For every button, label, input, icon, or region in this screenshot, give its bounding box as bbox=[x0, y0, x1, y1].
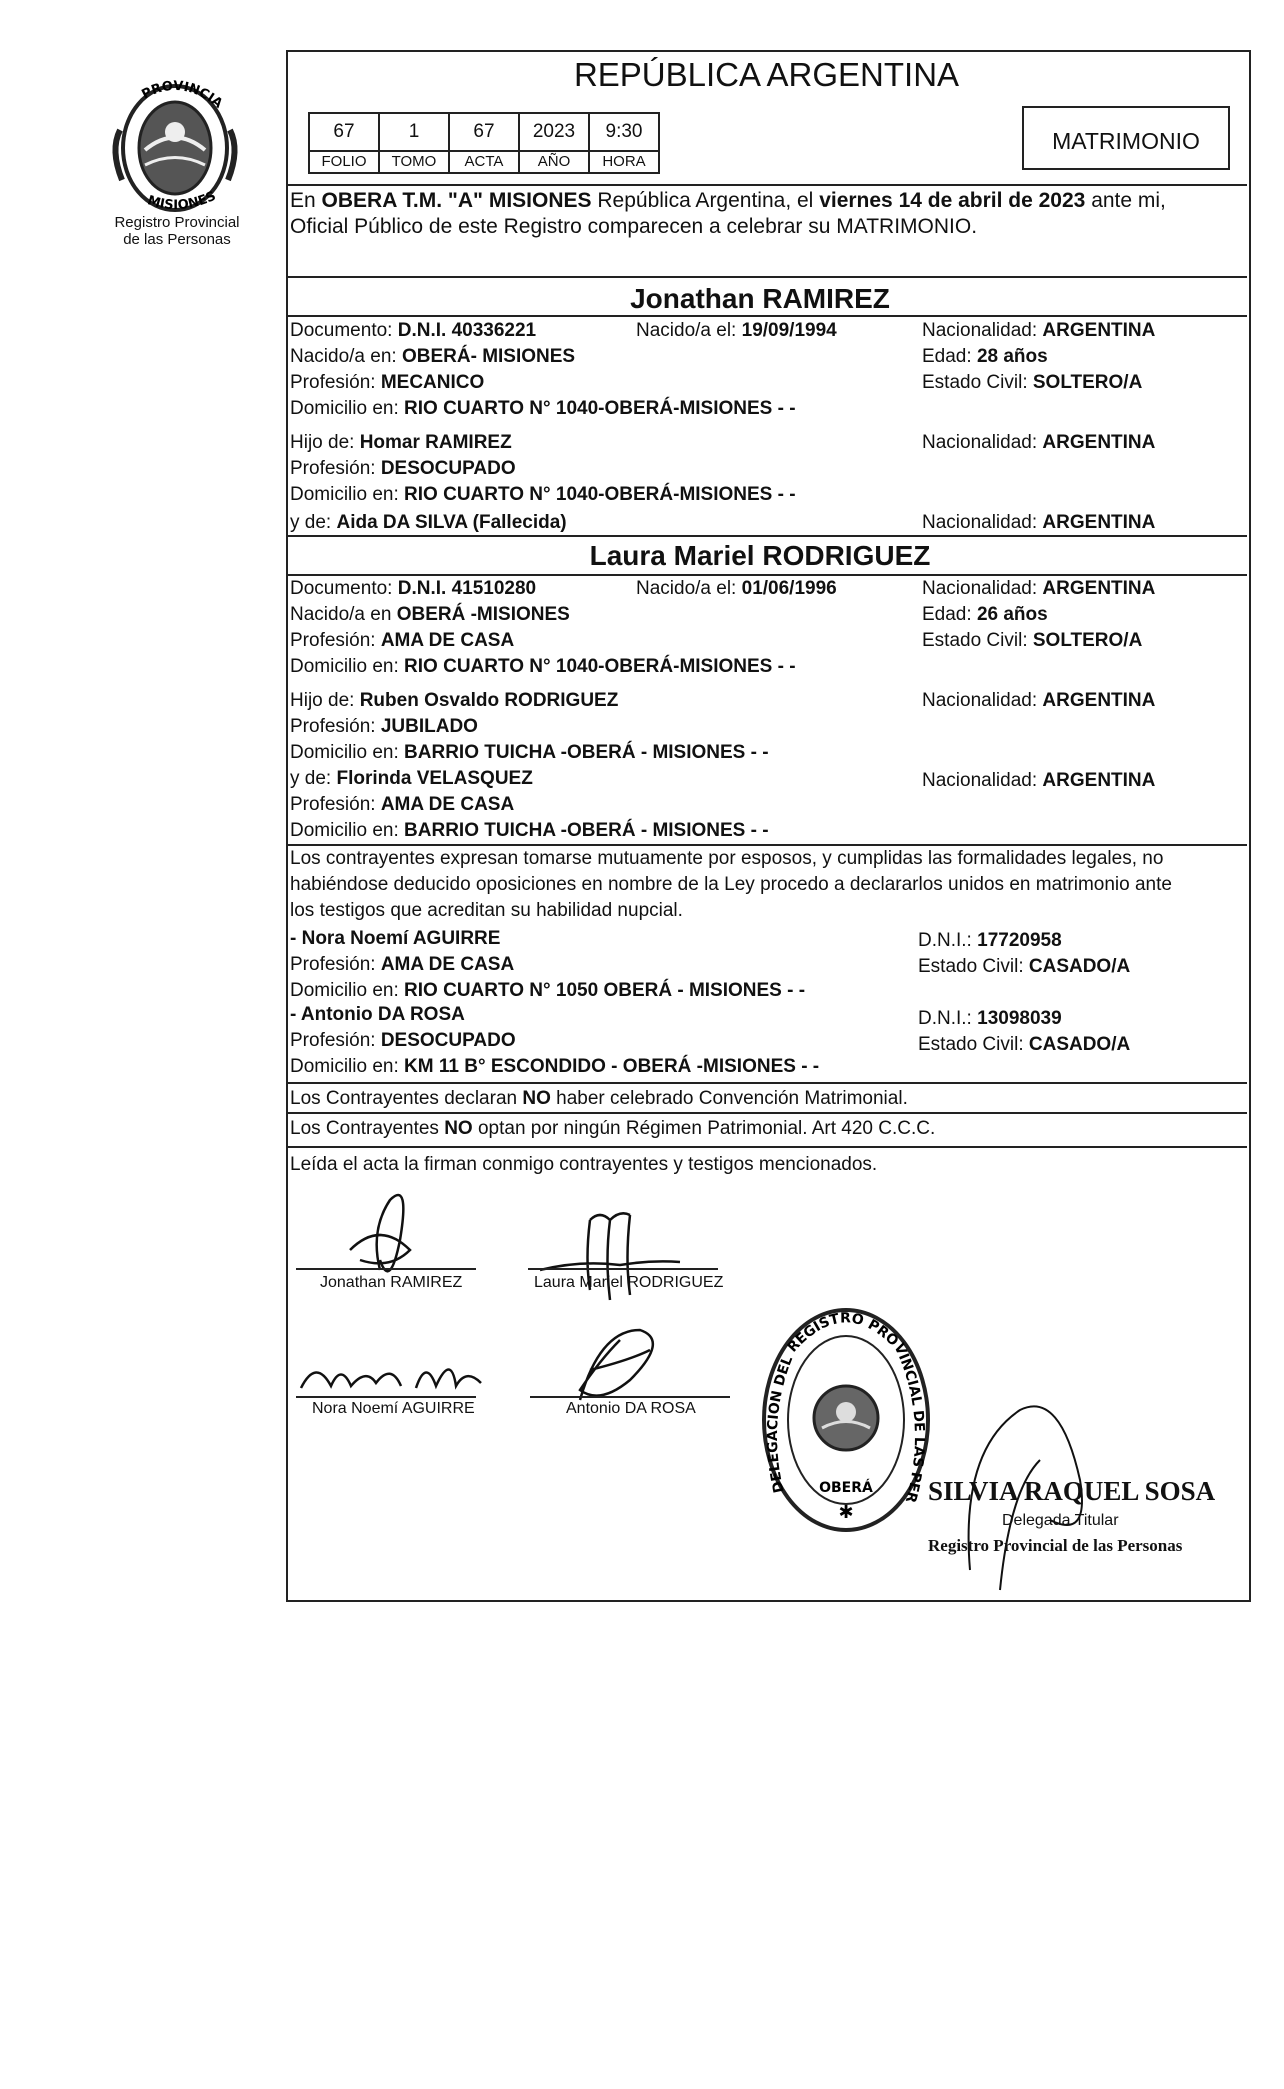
emblem-top-text: PROVINCIA bbox=[139, 78, 226, 112]
bride-prof-label: Profesión: bbox=[290, 630, 381, 651]
bride-doc-label: Documento: bbox=[290, 578, 398, 599]
bride-prof bbox=[290, 630, 514, 652]
witness2-name: - Antonio DA ROSA bbox=[290, 1004, 465, 1025]
bride-nat bbox=[922, 578, 1155, 600]
bride-birth-value: 01/06/1996 bbox=[741, 578, 837, 599]
groom-mother-nat-label: Nacionalidad: bbox=[922, 512, 1043, 533]
intro-place: OBERA T.M. "A" MISIONES bbox=[321, 189, 592, 212]
signature-line-4 bbox=[530, 1396, 730, 1398]
witness2-dni bbox=[918, 1008, 1062, 1030]
convention-line1-b: NO bbox=[522, 1088, 551, 1109]
page-title: REPÚBLICA ARGENTINA bbox=[573, 56, 960, 93]
groom-father-addr-label: Domicilio en: bbox=[290, 484, 405, 505]
groom-father-addr bbox=[290, 484, 796, 506]
groom-father-nat-value: ARGENTINA bbox=[1042, 432, 1156, 453]
groom-father-nat bbox=[922, 432, 1155, 454]
groom-doc-label: Documento: bbox=[290, 320, 398, 341]
groom-name: Jonathan RAMIREZ bbox=[630, 283, 890, 314]
official-title: Delegada Titular bbox=[1002, 1512, 1119, 1529]
groom-father-prof-value: DESOCUPADO bbox=[380, 458, 516, 479]
registry-label-line2: de las Personas bbox=[123, 231, 231, 248]
registry-logo bbox=[100, 70, 250, 220]
groom-prof-value: MECANICO bbox=[380, 372, 485, 393]
bride-father-addr-label: Domicilio en: bbox=[290, 742, 405, 763]
bride-nat-label: Nacionalidad: bbox=[922, 578, 1043, 599]
bride-father-addr-value: BARRIO TUICHA -OBERÁ - MISIONES - - bbox=[404, 742, 769, 763]
convention-line2-a: Los Contrayentes bbox=[290, 1118, 445, 1139]
seal-city: OBERÁ bbox=[819, 1480, 873, 1496]
groom-age-value: 28 años bbox=[976, 346, 1048, 367]
groom-age-label: Edad: bbox=[922, 346, 977, 367]
bride-father-nat bbox=[922, 690, 1155, 712]
witness2-prof-label: Profesión: bbox=[290, 1030, 381, 1051]
witness1-prof bbox=[290, 954, 514, 976]
groom-mother bbox=[290, 512, 567, 534]
bride-doc bbox=[290, 578, 536, 600]
witness1-civil-label: Estado Civil: bbox=[918, 956, 1029, 977]
intro-part1: En bbox=[290, 189, 322, 212]
bride-father-label: Hijo de: bbox=[290, 690, 360, 711]
bride-birth-label: Nacido/a el: bbox=[636, 578, 742, 599]
divider-bride-top bbox=[286, 535, 1247, 537]
tomo-label: TOMO bbox=[378, 150, 450, 174]
signature-line-1 bbox=[296, 1268, 476, 1270]
ano-value: 2023 bbox=[518, 112, 590, 152]
declaration-line1: Los contrayentes expresan tomarse mutuamente por esposos, y cumplidas las formalidades legales, no bbox=[290, 848, 1164, 869]
groom-doc bbox=[290, 320, 536, 342]
divider-closing-top bbox=[286, 1146, 1247, 1148]
acta-value: 67 bbox=[448, 112, 520, 152]
groom-birth-label: Nacido/a el: bbox=[636, 320, 742, 341]
bride-age bbox=[922, 604, 1048, 626]
convention-line1 bbox=[290, 1088, 908, 1110]
bride-born-in-label: Nacido/a en bbox=[290, 604, 397, 625]
witness2-dni-label: D.N.I.: bbox=[918, 1008, 978, 1029]
official-office: Registro Provincial de las Personas bbox=[928, 1536, 1183, 1555]
bride-mother-value: Florinda VELASQUEZ bbox=[336, 768, 533, 789]
witness2-civil-label: Estado Civil: bbox=[918, 1034, 1029, 1055]
groom-prof bbox=[290, 372, 484, 394]
bride-father-prof-value: JUBILADO bbox=[380, 716, 478, 737]
divider-bride-name bbox=[286, 574, 1247, 576]
groom-mother-nat-value: ARGENTINA bbox=[1042, 512, 1156, 533]
bride-mother bbox=[290, 768, 533, 790]
record-table bbox=[308, 112, 668, 174]
bride-prof-value: AMA DE CASA bbox=[380, 630, 515, 651]
groom-addr-label: Domicilio en: bbox=[290, 398, 405, 419]
intro-line1 bbox=[290, 188, 1166, 214]
groom-prof-label: Profesión: bbox=[290, 372, 381, 393]
groom-father bbox=[290, 432, 512, 454]
signature-line-2 bbox=[528, 1268, 718, 1270]
intro-date: viernes 14 de abril de 2023 bbox=[819, 189, 1086, 212]
groom-doc-value: D.N.I. 40336221 bbox=[397, 320, 537, 341]
groom-father-prof bbox=[290, 458, 516, 480]
bride-father-nat-label: Nacionalidad: bbox=[922, 690, 1043, 711]
witness1-prof-label: Profesión: bbox=[290, 954, 381, 975]
svg-text:✱: ✱ bbox=[838, 1502, 854, 1523]
convention-line2-c: optan por ningún Régimen Patrimonial. Art 420 C.C.C. bbox=[472, 1118, 936, 1139]
groom-mother-nat bbox=[922, 512, 1155, 534]
witness2-addr-value: KM 11 B° ESCONDIDO - OBERÁ -MISIONES - - bbox=[404, 1056, 820, 1077]
groom-civil-value: SOLTERO/A bbox=[1032, 372, 1143, 393]
groom-birth bbox=[636, 320, 837, 342]
signature-name-4: Antonio DA ROSA bbox=[566, 1400, 696, 1417]
official-seal bbox=[756, 1300, 936, 1540]
bride-mother-prof-value: AMA DE CASA bbox=[380, 794, 515, 815]
bride-father-value: Ruben Osvaldo RODRIGUEZ bbox=[359, 690, 619, 711]
signature-name-3: Nora Noemí AGUIRRE bbox=[312, 1400, 475, 1417]
groom-mother-label: y de: bbox=[290, 512, 337, 533]
bride-father-nat-value: ARGENTINA bbox=[1042, 690, 1156, 711]
groom-father-label: Hijo de: bbox=[290, 432, 360, 453]
acta-label: ACTA bbox=[448, 150, 520, 174]
bride-mother-addr bbox=[290, 820, 769, 842]
groom-nat-value: ARGENTINA bbox=[1042, 320, 1156, 341]
groom-civil-label: Estado Civil: bbox=[922, 372, 1033, 393]
hora-value: 9:30 bbox=[588, 112, 660, 152]
seal-ring-text: DELEGACION DEL REGISTRO PROVINCIAL DE LAS PER bbox=[765, 1310, 928, 1505]
witness1-civil bbox=[918, 956, 1130, 978]
declaration-line2: habiéndose deducido oposiciones en nombre de la Ley procedo a declararlos unidos en matrimonio ante bbox=[290, 874, 1172, 895]
witness2-civil bbox=[918, 1034, 1130, 1056]
signature-line-3 bbox=[296, 1396, 476, 1398]
groom-birth-value: 19/09/1994 bbox=[741, 320, 837, 341]
witness2-civil-value: CASADO/A bbox=[1028, 1034, 1131, 1055]
bride-age-label: Edad: bbox=[922, 604, 977, 625]
act-type-label: MATRIMONIO bbox=[1052, 128, 1200, 154]
bride-civil-label: Estado Civil: bbox=[922, 630, 1033, 651]
emblem-bottom-text: MISIONES bbox=[145, 188, 219, 214]
groom-addr-value: RIO CUARTO N° 1040-OBERÁ-MISIONES - - bbox=[404, 398, 796, 419]
witness1-name: - Nora Noemí AGUIRRE bbox=[290, 928, 501, 949]
divider-convention-mid bbox=[286, 1112, 1247, 1114]
bride-born-in bbox=[290, 604, 570, 626]
declaration-line3: los testigos que acreditan su habilidad nupcial. bbox=[290, 900, 683, 921]
groom-born-in-value: OBERÁ- MISIONES bbox=[401, 346, 576, 367]
groom-addr bbox=[290, 398, 796, 420]
signature-name-2: Laura Mariel RODRIGUEZ bbox=[534, 1274, 724, 1291]
bride-born-in-value: OBERÁ -MISIONES bbox=[396, 604, 570, 625]
groom-born-in bbox=[290, 346, 575, 368]
groom-father-addr-value: RIO CUARTO N° 1040-OBERÁ-MISIONES - - bbox=[404, 484, 796, 505]
bride-father-prof bbox=[290, 716, 478, 738]
witness1-addr bbox=[290, 980, 805, 1002]
bride-mother-addr-value: BARRIO TUICHA -OBERÁ - MISIONES - - bbox=[404, 820, 769, 841]
convention-line1-a: Los Contrayentes declaran bbox=[290, 1088, 523, 1109]
witness2-dni-value: 13098039 bbox=[977, 1008, 1062, 1029]
divider-groom-name bbox=[286, 315, 1247, 317]
closing-text: Leída el acta la firman conmigo contrayentes y testigos mencionados. bbox=[290, 1154, 878, 1175]
registry-label bbox=[92, 214, 262, 248]
bride-addr-value: RIO CUARTO N° 1040-OBERÁ-MISIONES - - bbox=[404, 656, 796, 677]
bride-mother-nat bbox=[922, 770, 1155, 792]
ano-label: AÑO bbox=[518, 150, 590, 174]
bride-nat-value: ARGENTINA bbox=[1042, 578, 1156, 599]
witness1-addr-label: Domicilio en: bbox=[290, 980, 405, 1001]
divider-groom-top bbox=[286, 276, 1247, 278]
divider-declaration-top bbox=[286, 844, 1247, 846]
bride-birth bbox=[636, 578, 837, 600]
bride-addr-label: Domicilio en: bbox=[290, 656, 405, 677]
groom-mother-value: Aida DA SILVA (Fallecida) bbox=[336, 512, 567, 533]
bride-civil bbox=[922, 630, 1142, 652]
groom-civil bbox=[922, 372, 1142, 394]
witness2-addr bbox=[290, 1056, 819, 1078]
witness1-dni-label: D.N.I.: bbox=[918, 930, 978, 951]
signature-scribble-3 bbox=[296, 1348, 496, 1398]
official-name: SILVIA RAQUEL SOSA bbox=[928, 1476, 1216, 1506]
bride-mother-nat-value: ARGENTINA bbox=[1042, 770, 1156, 791]
witness2-prof-value: DESOCUPADO bbox=[380, 1030, 516, 1051]
divider-convention-top bbox=[286, 1082, 1247, 1084]
convention-line1-c: haber celebrado Convención Matrimonial. bbox=[550, 1088, 908, 1109]
groom-nat bbox=[922, 320, 1155, 342]
bride-father-prof-label: Profesión: bbox=[290, 716, 381, 737]
registry-label-line1: Registro Provincial bbox=[114, 214, 240, 231]
hora-label: HORA bbox=[588, 150, 660, 174]
bride-father bbox=[290, 690, 618, 712]
bride-name: Laura Mariel RODRIGUEZ bbox=[589, 540, 931, 571]
bride-mother-prof-label: Profesión: bbox=[290, 794, 381, 815]
witness1-dni bbox=[918, 930, 1062, 952]
bride-age-value: 26 años bbox=[976, 604, 1048, 625]
witness1-addr-value: RIO CUARTO N° 1050 OBERÁ - MISIONES - - bbox=[404, 980, 806, 1001]
bride-mother-addr-label: Domicilio en: bbox=[290, 820, 405, 841]
witness1-prof-value: AMA DE CASA bbox=[380, 954, 515, 975]
bride-addr bbox=[290, 656, 796, 678]
folio-label: FOLIO bbox=[308, 150, 380, 174]
intro-part3: ante mi, bbox=[1085, 189, 1166, 212]
witness2-addr-label: Domicilio en: bbox=[290, 1056, 405, 1077]
folio-value: 67 bbox=[308, 112, 380, 152]
convention-line2 bbox=[290, 1118, 935, 1140]
witness1-dni-value: 17720958 bbox=[977, 930, 1062, 951]
divider-intro-top bbox=[286, 184, 1247, 186]
intro-line2: Oficial Público de este Registro comparecen a celebrar su MATRIMONIO. bbox=[290, 215, 978, 238]
signature-scribble-2 bbox=[530, 1200, 710, 1310]
tomo-value: 1 bbox=[378, 112, 450, 152]
convention-line2-b: NO bbox=[444, 1118, 473, 1139]
bride-doc-value: D.N.I. 41510280 bbox=[397, 578, 537, 599]
groom-born-in-label: Nacido/a en: bbox=[290, 346, 402, 367]
groom-nat-label: Nacionalidad: bbox=[922, 320, 1043, 341]
intro-part2: República Argentina, el bbox=[591, 189, 820, 212]
bride-mother-label: y de: bbox=[290, 768, 337, 789]
bride-mother-nat-label: Nacionalidad: bbox=[922, 770, 1043, 791]
witness1-civil-value: CASADO/A bbox=[1028, 956, 1131, 977]
groom-father-value: Homar RAMIREZ bbox=[359, 432, 512, 453]
bride-father-addr bbox=[290, 742, 769, 764]
act-type-box bbox=[1022, 106, 1230, 170]
bride-civil-value: SOLTERO/A bbox=[1032, 630, 1143, 651]
witness2-prof bbox=[290, 1030, 516, 1052]
groom-age bbox=[922, 346, 1048, 368]
bride-mother-prof bbox=[290, 794, 514, 816]
signature-name-1: Jonathan RAMIREZ bbox=[320, 1274, 463, 1291]
coat-of-arms-emblem bbox=[100, 70, 250, 220]
groom-father-prof-label: Profesión: bbox=[290, 458, 381, 479]
groom-father-nat-label: Nacionalidad: bbox=[922, 432, 1043, 453]
